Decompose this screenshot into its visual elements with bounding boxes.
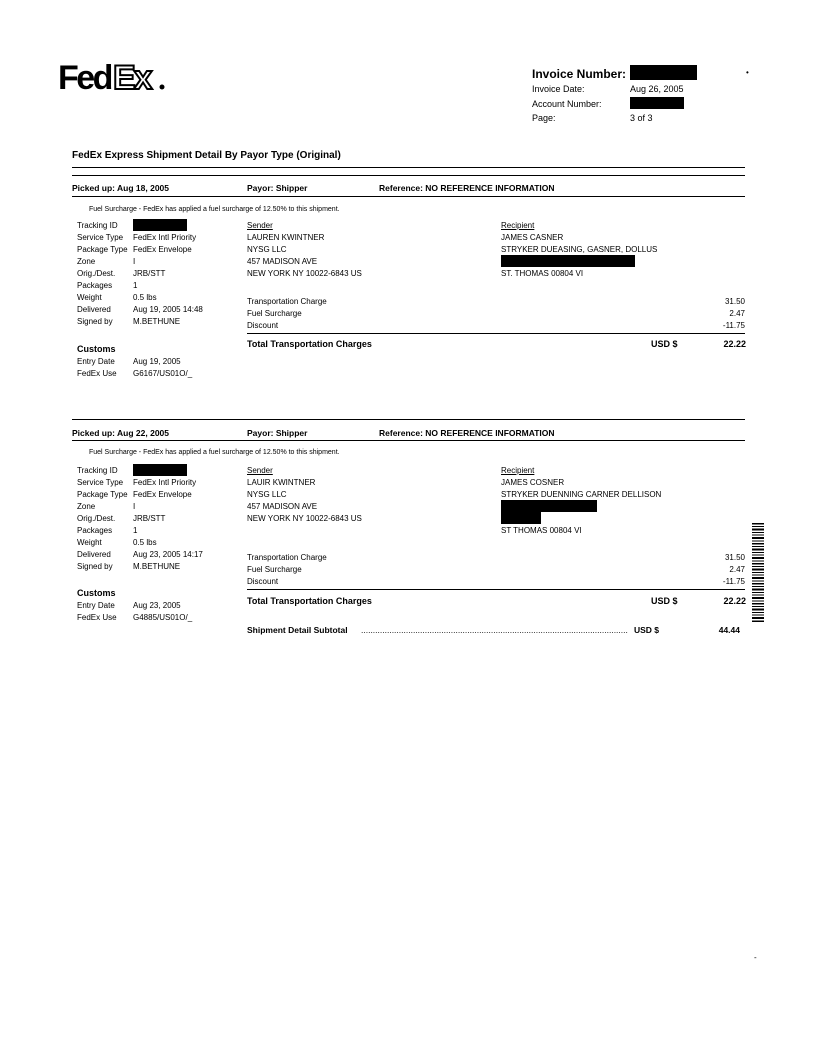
total-label: Total Transportation Charges: [247, 339, 372, 349]
picked-up-date: Picked up: Aug 22, 2005: [72, 428, 169, 438]
sender-line: NEW YORK NY 10022-6843 US: [247, 269, 362, 278]
mark-dot: -: [754, 953, 757, 962]
sender-heading: Sender: [247, 466, 273, 475]
total-amount: 22.22: [723, 339, 746, 349]
recipient-line: STRYKER DUEASING, GASNER, DOLLUS: [501, 245, 658, 254]
customs-label: Entry Date: [77, 357, 115, 366]
detail-value: FedEx Envelope: [133, 490, 192, 499]
charge-amount: 2.47: [729, 309, 745, 318]
charge-label: Fuel Surcharge: [247, 565, 302, 574]
invoice-number-label: Invoice Number:: [532, 67, 627, 81]
detail-label: Delivered: [77, 550, 111, 559]
detail-value: 0.5 lbs: [133, 293, 157, 302]
redacted-tracking-id: [133, 219, 187, 231]
redacted-recipient-address: [501, 500, 597, 512]
sender-line: NYSG LLC: [247, 245, 287, 254]
recipient-line: STRYKER DUENNING CARNER DELLISON: [501, 490, 662, 499]
detail-label: Orig./Dest.: [77, 514, 116, 523]
divider: [72, 440, 745, 441]
detail-value: FedEx Intl Priority: [133, 233, 197, 242]
detail-value: 1: [133, 526, 138, 535]
recipient-line: JAMES COSNER: [501, 478, 565, 487]
charge-amount: -11.75: [722, 577, 745, 586]
page-title: FedEx Express Shipment Detail By Payor Type (Original): [72, 150, 341, 161]
total-currency: USD $: [651, 596, 678, 606]
fuel-surcharge-note: Fuel Surcharge - FedEx has applied a fuel surcharge of 12.50% to this shipment.: [89, 449, 340, 456]
total-currency: USD $: [651, 339, 678, 349]
detail-value: JRB/STT: [133, 514, 166, 523]
divider: [72, 419, 745, 420]
charge-label: Discount: [247, 577, 279, 586]
customs-label: FedEx Use: [77, 369, 117, 378]
subtotal-leader-dots: .................................................................................................................: [361, 625, 628, 635]
fedex-logo: [58, 56, 168, 96]
recipient-line: JAMES CASNER: [501, 233, 564, 242]
detail-label: Delivered: [77, 305, 111, 314]
sender-line: LAUIR KWINTNER: [247, 478, 316, 487]
charge-label: Discount: [247, 321, 279, 330]
charge-amount: 2.47: [729, 565, 745, 574]
sender-line: NEW YORK NY 10022-6843 US: [247, 514, 362, 523]
divider: [72, 196, 745, 197]
recipient-line: ST THOMAS 00804 VI: [501, 526, 582, 535]
redacted-invoice-number: [630, 65, 697, 80]
detail-value: 1: [133, 281, 138, 290]
charge-label: Transportation Charge: [247, 553, 327, 562]
detail-value: FedEx Intl Priority: [133, 478, 197, 487]
mark-dot: •: [746, 68, 749, 77]
recipient-heading: Recipient: [501, 221, 535, 230]
page-value: 3 of 3: [630, 113, 653, 123]
detail-value: JRB/STT: [133, 269, 166, 278]
customs-label: Entry Date: [77, 601, 115, 610]
charge-label: Fuel Surcharge: [247, 309, 302, 318]
detail-value: Aug 23, 2005 14:17: [133, 550, 203, 559]
detail-value: FedEx Envelope: [133, 245, 192, 254]
total-label: Total Transportation Charges: [247, 596, 372, 606]
detail-label: Zone: [77, 257, 96, 266]
charge-amount: 31.50: [724, 297, 745, 306]
redacted-recipient-address: [501, 512, 541, 524]
recipient-line: ST. THOMAS 00804 VI: [501, 269, 584, 278]
reference: Reference: NO REFERENCE INFORMATION: [379, 428, 555, 438]
divider: [72, 167, 745, 168]
total-amount: 22.22: [723, 596, 746, 606]
redacted-account-number: [630, 97, 684, 109]
invoice-date: Aug 26, 2005: [630, 84, 684, 94]
sender-line: 457 MADISON AVE: [247, 257, 318, 266]
svg-text:Ex: Ex: [113, 59, 151, 96]
total-rule: [247, 589, 745, 590]
customs-heading: Customs: [77, 344, 116, 354]
charge-amount: 31.50: [724, 553, 745, 562]
total-rule: [247, 333, 745, 334]
detail-value: 0.5 lbs: [133, 538, 157, 547]
detail-label: Zone: [77, 502, 96, 511]
detail-value: I: [133, 502, 136, 511]
detail-label: Orig./Dest.: [77, 269, 116, 278]
customs-value: G4885/US01O/_: [133, 613, 193, 622]
detail-label: Tracking ID: [77, 466, 118, 475]
detail-value: M.BETHUNE: [133, 562, 181, 571]
fuel-surcharge-note: Fuel Surcharge - FedEx has applied a fuel surcharge of 12.50% to this shipment.: [89, 206, 340, 213]
redacted-recipient-address: [501, 255, 635, 267]
barcode: [752, 523, 764, 623]
customs-value: Aug 23, 2005: [133, 601, 181, 610]
charge-amount: -11.75: [722, 321, 745, 330]
sender-line: NYSG LLC: [247, 490, 287, 499]
detail-label: Package Type: [77, 490, 128, 499]
detail-label: Service Type: [77, 478, 124, 487]
detail-label: Weight: [77, 293, 102, 302]
customs-value: Aug 19, 2005: [133, 357, 181, 366]
recipient-heading: Recipient: [501, 466, 535, 475]
detail-label: Service Type: [77, 233, 124, 242]
detail-label: Packages: [77, 281, 113, 290]
detail-label: Packages: [77, 526, 113, 535]
sender-heading: Sender: [247, 221, 273, 230]
account-number-label: Account Number:: [532, 99, 602, 109]
subtotal-amount: 44.44: [718, 625, 740, 635]
detail-label: Package Type: [77, 245, 128, 254]
subtotal-currency: USD $: [634, 625, 660, 635]
reference: Reference: NO REFERENCE INFORMATION: [379, 183, 555, 193]
detail-label: Tracking ID: [77, 221, 118, 230]
sender-line: LAUREN KWINTNER: [247, 233, 325, 242]
detail-label: Signed by: [77, 317, 113, 326]
divider: [72, 175, 745, 176]
invoice-date-label: Invoice Date:: [532, 84, 585, 94]
sender-line: 457 MADISON AVE: [247, 502, 318, 511]
subtotal-label: Shipment Detail Subtotal: [247, 625, 348, 635]
customs-value: G6167/US01O/_: [133, 369, 193, 378]
detail-label: Weight: [77, 538, 102, 547]
detail-value: M.BETHUNE: [133, 317, 181, 326]
page-label: Page:: [532, 113, 556, 123]
charge-label: Transportation Charge: [247, 297, 327, 306]
customs-label: FedEx Use: [77, 613, 117, 622]
detail-value: I: [133, 257, 136, 266]
detail-label: Signed by: [77, 562, 113, 571]
redacted-tracking-id: [133, 464, 187, 476]
customs-heading: Customs: [77, 588, 116, 598]
detail-value: Aug 19, 2005 14:48: [133, 305, 203, 314]
svg-text:Fed: Fed: [58, 59, 111, 96]
payor: Payor: Shipper: [247, 428, 308, 438]
payor: Payor: Shipper: [247, 183, 308, 193]
picked-up-date: Picked up: Aug 18, 2005: [72, 183, 169, 193]
